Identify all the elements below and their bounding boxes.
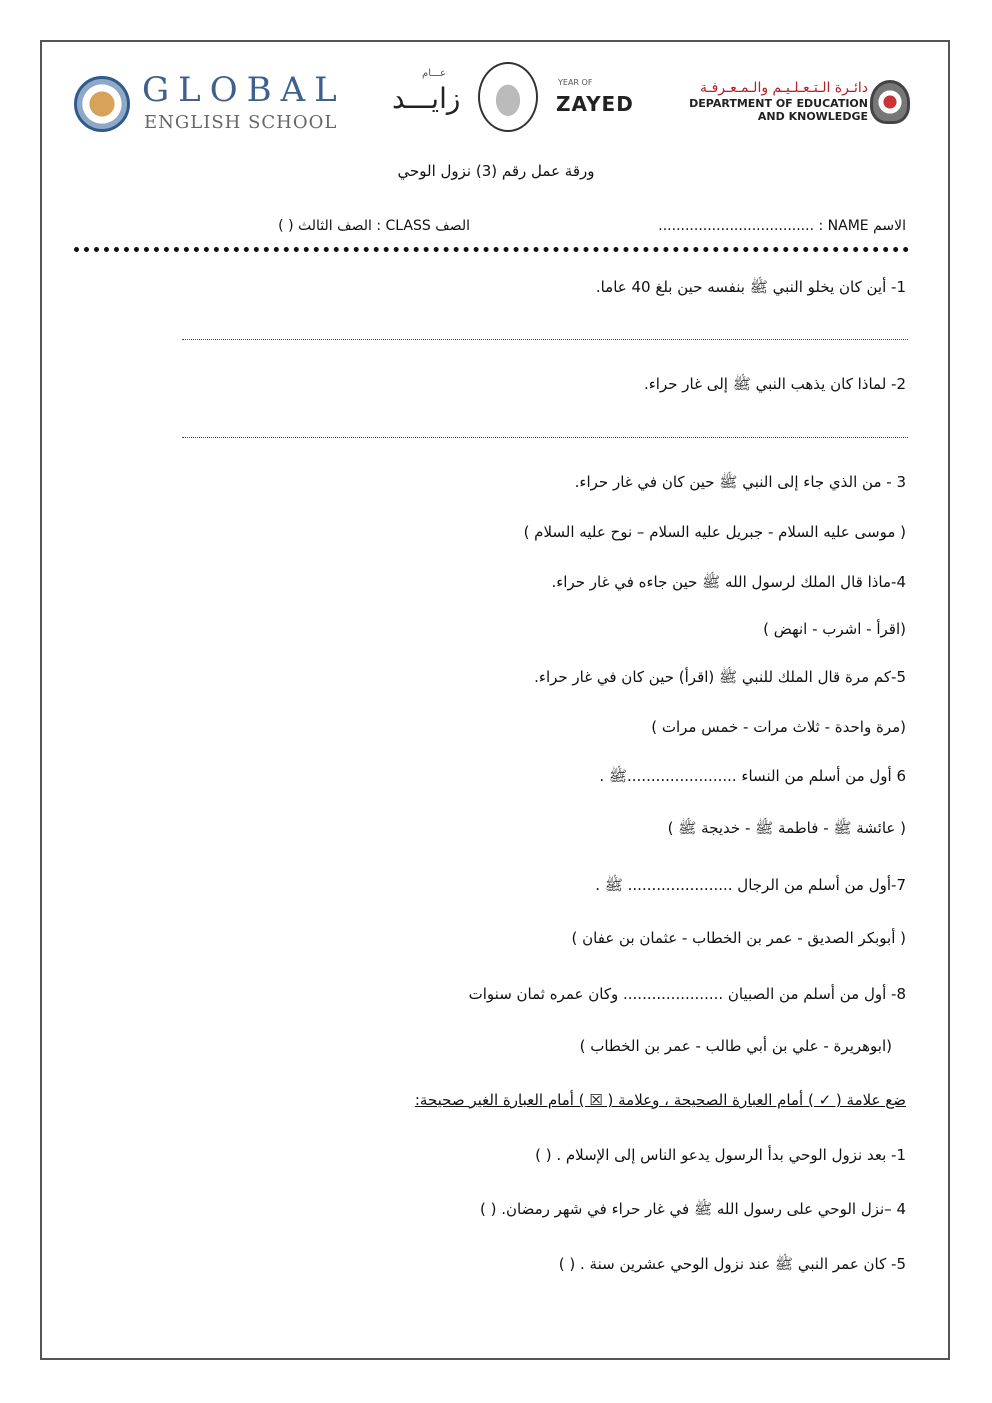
statement-1: 1- بعد نزول الوحي بدأ الرسول يدعو الناس إلى الإسلام . ( ) xyxy=(535,1146,906,1164)
global-school-logo xyxy=(74,70,346,136)
emblem-icon xyxy=(870,80,910,124)
answer-line-1[interactable] xyxy=(182,339,908,340)
year-ar-small: عـــام xyxy=(422,68,446,79)
year-of-zayed-logo xyxy=(392,62,632,136)
statement-4: 4 –نزل الوحي على رسول الله ﷺ في غار حراء في شهر رمضان. ( ) xyxy=(479,1200,906,1218)
school-seal-icon xyxy=(74,76,130,132)
question-8: 8- أول من أسلم من الصبيان ..................... وكان عمره ثمان سنوات xyxy=(468,985,906,1003)
school-subtitle: ENGLISH SCHOOL xyxy=(144,112,338,133)
options-8: (ابوهريرة - علي بن أبي طالب - عمر بن الخطاب ) xyxy=(579,1037,892,1055)
statement-5: 5- كان عمر النبي ﷺ عند نزول الوحي عشرين سنة . ( ) xyxy=(558,1255,906,1273)
options-3: ( موسى عليه السلام - جبريل عليه السلام – نوح عليه السلام ) xyxy=(523,523,906,541)
year-of-label: YEAR OF xyxy=(558,78,593,87)
zayed-portrait-icon xyxy=(478,62,538,132)
answer-line-2[interactable] xyxy=(182,437,908,438)
options-4: (اقرأ - اشرب - انهض ) xyxy=(763,620,906,638)
department-name-ar: دائـرة الـتـعـلـيـم والـمـعـرفـة xyxy=(700,80,868,96)
year-ar: زايـــد xyxy=(392,82,461,115)
question-4: 4-ماذا قال الملك لرسول الله ﷺ حين جاءه في غار حراء. xyxy=(551,573,906,591)
true-false-instructions: ضع علامة ( ✓ ) أمام العبارة الصحيحة ، وعلامة ( ☒ ) أمام العبارة الغير صحيحة: xyxy=(414,1091,906,1109)
question-5: 5-كم مرة قال الملك للنبي ﷺ (اقرأ) حين كان في غار حراء. xyxy=(534,668,906,686)
question-7: 7-أول من أسلم من الرجال ...................... ﷺ . xyxy=(595,876,906,894)
question-1: 1- أين كان يخلو النبي ﷺ بنفسه حين بلغ 40 عاما. xyxy=(595,278,906,296)
worksheet-title: ورقة عمل رقم (3) نزول الوحي xyxy=(397,162,595,180)
options-5: (مرة واحدة - ثلاث مرات - خمس مرات ) xyxy=(651,718,906,736)
name-field[interactable]: الاسم NAME : ................................... xyxy=(658,218,906,234)
dotted-divider xyxy=(74,247,909,252)
options-7: ( أبوبكر الصديق - عمر بن الخطاب - عثمان بن عفان ) xyxy=(571,929,906,947)
question-3: 3 - من الذي جاء إلى النبي ﷺ حين كان في غار حراء. xyxy=(574,473,906,491)
department-name-en-2: AND KNOWLEDGE xyxy=(757,110,868,123)
department-name-en-1: DEPARTMENT OF EDUCATION xyxy=(689,97,868,110)
class-field[interactable]: الصف CLASS : الصف الثالث ( ) xyxy=(278,218,470,234)
question-2: 2- لماذا كان يذهب النبي ﷺ إلى غار حراء. xyxy=(643,375,906,393)
department-logo xyxy=(660,80,910,130)
zayed-label: ZAYED xyxy=(556,92,634,116)
options-6: ( عائشة ﷺ - فاطمة ﷺ - خديجة ﷺ ) xyxy=(667,819,906,837)
question-6: 6 أول من أسلم من النساء .......................ﷺ . xyxy=(599,767,906,785)
school-name: GLOBAL xyxy=(142,70,346,110)
